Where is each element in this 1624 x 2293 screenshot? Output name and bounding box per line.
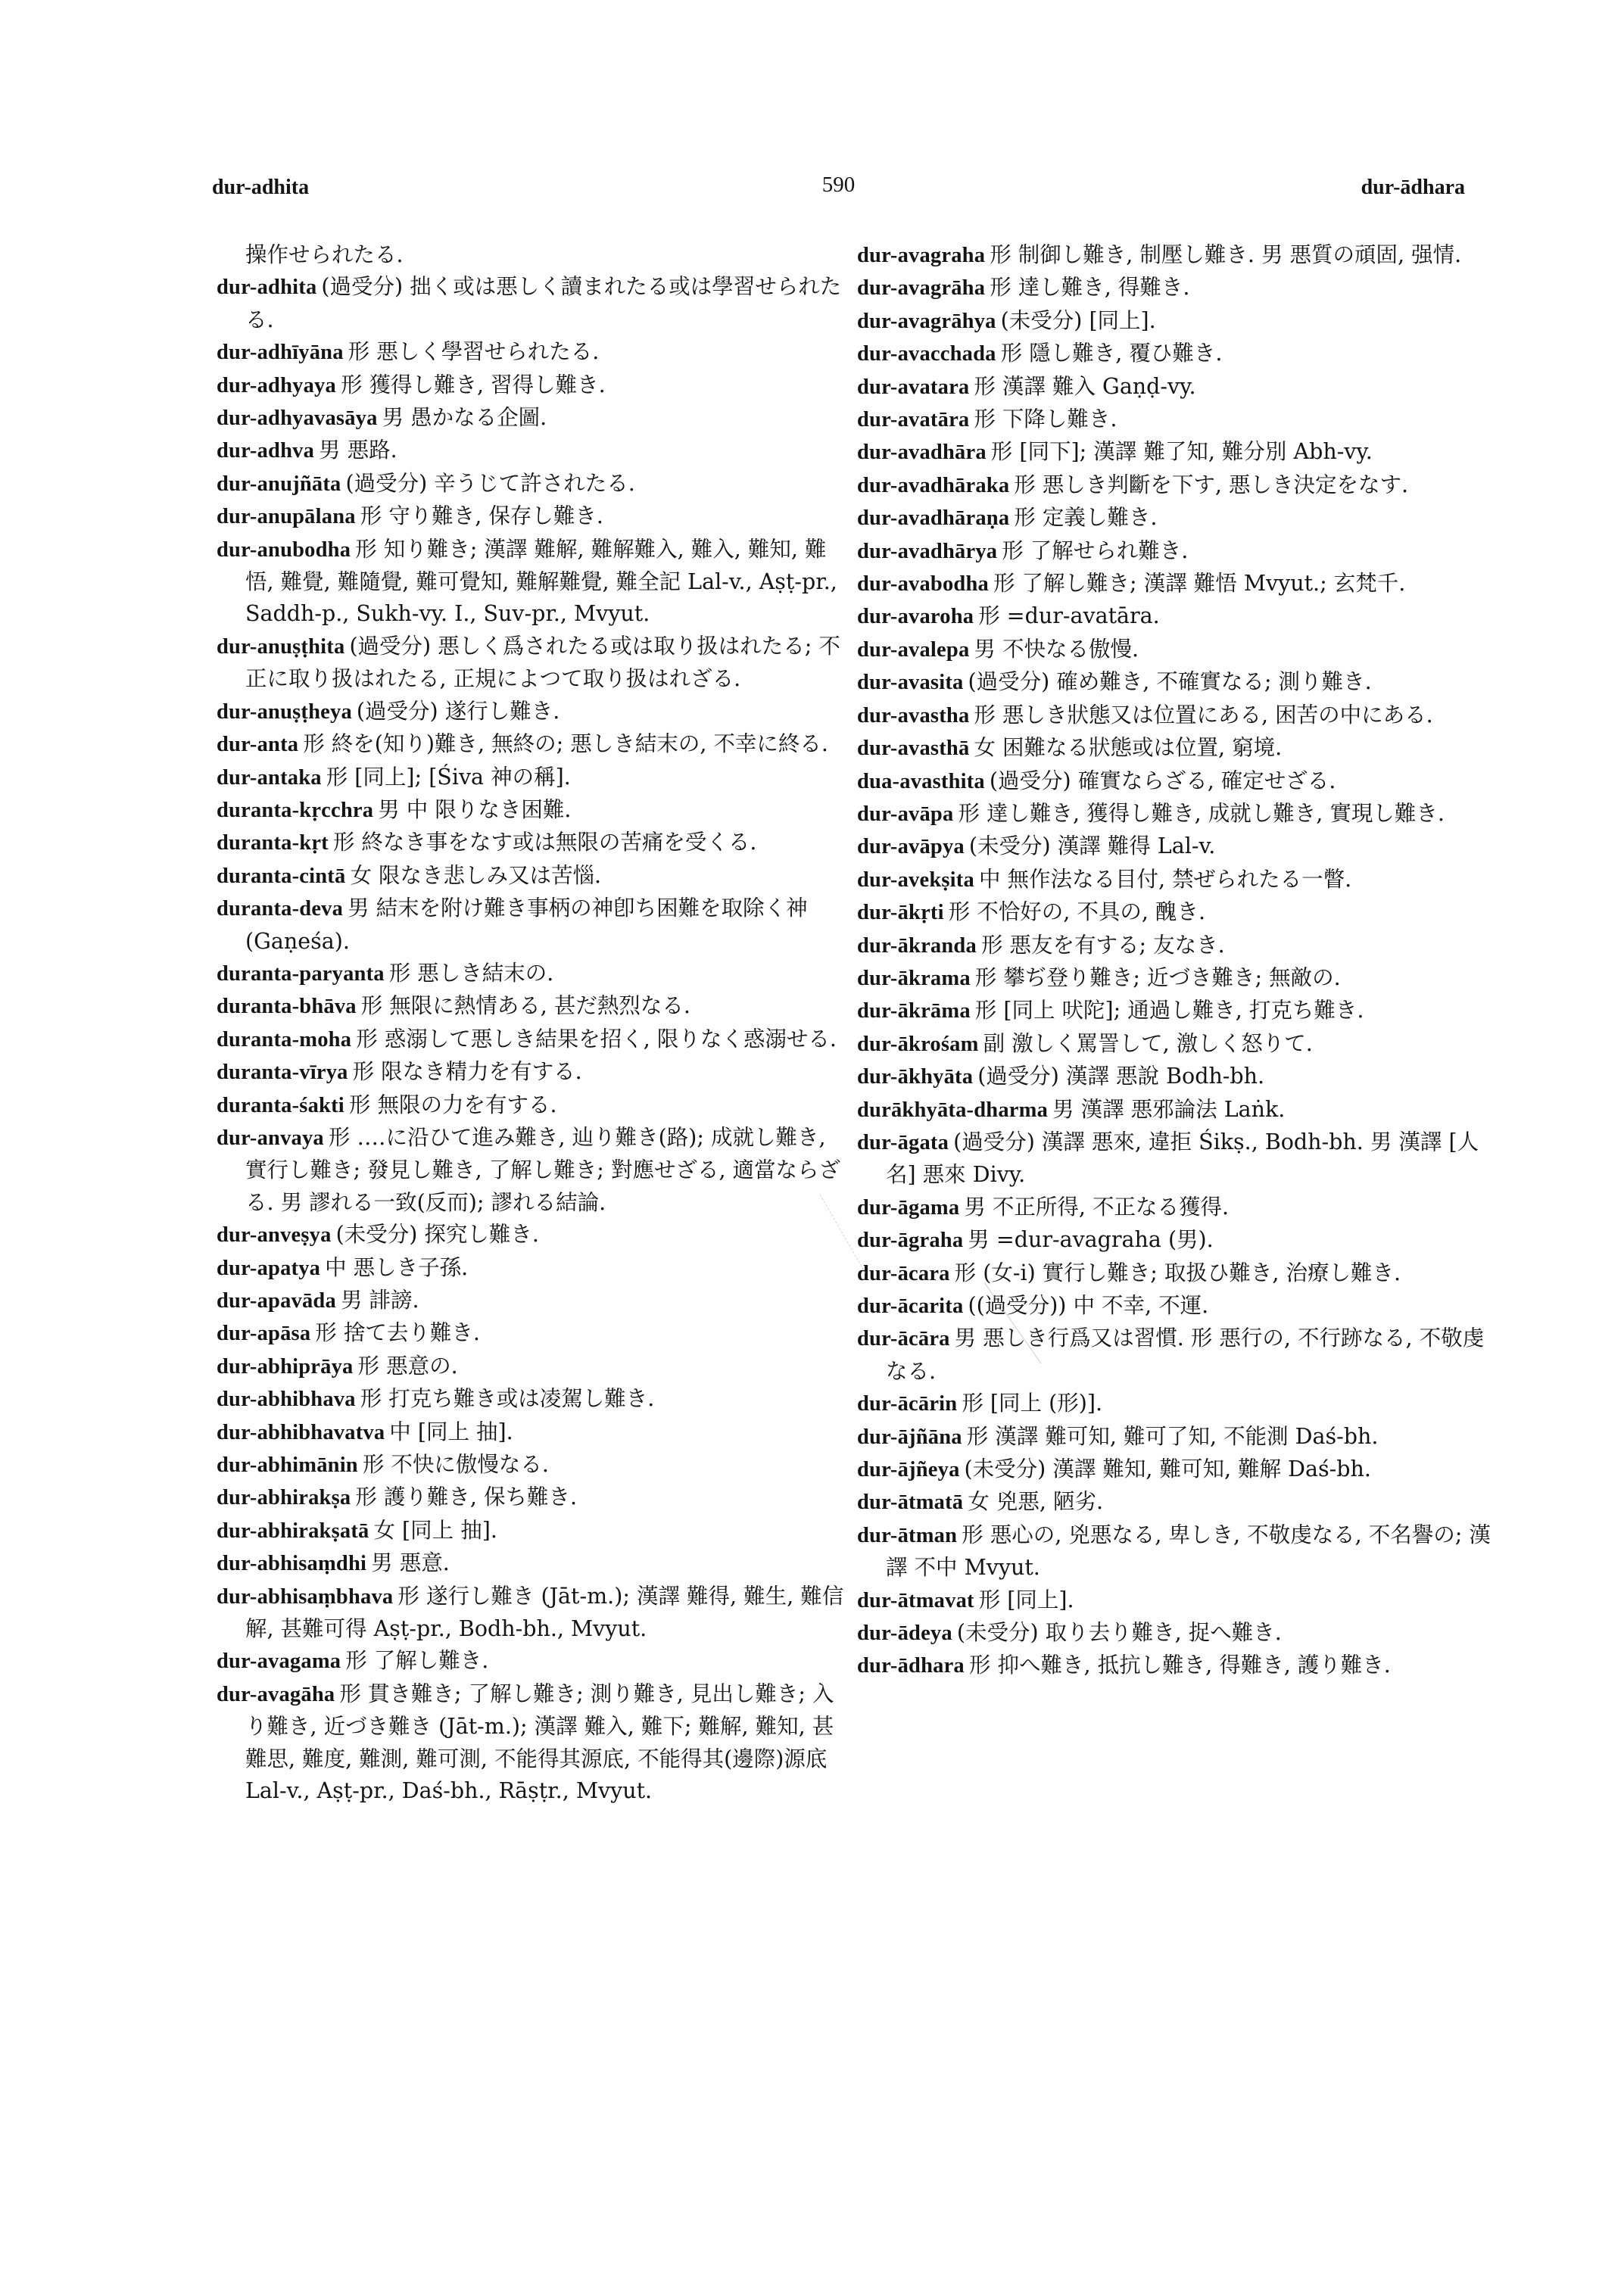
entry-headword: dua-avasthita [857,769,985,793]
dictionary-entry [217,239,845,271]
entry-headword: dur-abhisaṃdhi [217,1552,367,1576]
entry-headword: dur-abhibhava [217,1388,356,1412]
entry-definition: 形 終を(知り)難き, 無終の; 悪しき結末の, 不幸に終る. [303,731,828,757]
entry-definition: 形 悪しき狀態又は位置にある, 困苦の中にある. [974,702,1433,727]
dictionary-entry [857,666,1492,699]
entry-headword: dur-adhita [217,276,317,300]
dictionary-entry [217,1383,845,1416]
entry-headword: dur-ācāra [857,1327,950,1351]
dictionary-entry [857,1094,1492,1126]
entry-definition: 男 悪意. [371,1550,450,1576]
dictionary-entry [217,1219,845,1251]
entry-headword: dur-antaka [217,765,322,790]
entry-definition: 女 兇悪, 陋劣. [968,1489,1104,1515]
entry-definition: 形 無限に熱情ある, 甚だ熱烈なる. [360,993,690,1019]
entry-definition: 男 =dur-avagraha (男). [968,1227,1214,1253]
entry-definition: (過受分) 漢譯 悪說 Bodh-bh. [977,1064,1265,1089]
entry-headword: dur-avadhārya [857,539,998,563]
entry-headword: dur-ājñāna [857,1425,962,1449]
header-right-guideword: dur-ādhara [1361,176,1465,199]
entry-definition: (過受分) 辛うじて許されたる. [345,470,635,496]
entry-definition: 形 悪しき結末の. [388,960,554,986]
dictionary-entry [857,864,1492,896]
entry-headword: duranta-vīrya [217,1061,348,1085]
entry-headword: dur-adhva [217,439,315,463]
dictionary-entry [857,1617,1492,1650]
entry-definition: 形 悪心の, 兇悪なる, 卑しき, 不敬虔なる, 不名譽の; 漢譯 不中 Mvyut. [886,1522,1491,1581]
entry-headword: dur-adhyaya [217,373,336,397]
entry-headword: dur-ākhyāta [857,1065,974,1089]
dictionary-entry [857,1323,1492,1388]
dictionary-entry [857,502,1492,534]
dictionary-entry [857,1650,1492,1682]
entry-headword: duranta-kṛt [217,831,329,855]
entry-headword: dur-āgama [857,1195,960,1220]
dictionary-entry [217,1645,845,1678]
entry-definition: 男 結末を附け難き事柄の神卽ち困難を取除く神 (Gaṇeśa). [245,896,808,954]
dictionary-entry [217,1122,845,1219]
entry-headword: dur-āgata [857,1130,949,1154]
entry-headword: dur-āgraha [857,1229,964,1253]
dictionary-entry [857,634,1492,666]
dictionary-entry [217,468,845,500]
dictionary-entry [857,930,1492,962]
entry-definition: 形 達し難き, 得難き. [990,275,1190,301]
dictionary-entry [217,1252,845,1285]
entry-definition: (過受分) 遂行し難き. [356,698,560,724]
entry-headword: duranta-moha [217,1027,352,1051]
dictionary-entry [217,1416,845,1449]
entry-definition: 形 [同上 (形)]. [962,1391,1103,1416]
entry-headword: duranta-deva [217,897,344,921]
entry-headword: dur-abhirakṣa [217,1486,351,1510]
entry-definition: 形 ‥‥に沿ひて進み難き, 辿り難き(路); 成就し難き, 實行し難き; 發見し難き, 了解し難き; 對應せざる, 適當ならざる. 男 謬れる一致(反而); 謬れる結論. [245,1124,841,1215]
dictionary-entry [857,305,1492,338]
dictionary-entry [857,1421,1492,1453]
entry-headword: dur-abhiprāya [217,1354,354,1379]
entry-definition: 男 悪路. [319,438,397,463]
dictionary-entry [217,435,845,467]
entry-definition: 形 打克ち難き或は凌駕し難き. [360,1386,655,1412]
entry-definition: 男 悪しき行爲又は習慣. 形 悪行の, 不行跡なる, 不敬虔なる. [886,1326,1485,1384]
entry-definition: 形 惑溺して悪しき結果を招く, 限りなく惑溺せる. [356,1026,837,1051]
entry-headword: dur-ācārin [857,1392,958,1416]
dictionary-entry [217,631,845,696]
entry-headword: durākhyāta-dharma [857,1098,1049,1122]
entry-headword: dur-avastha [857,703,970,727]
entry-headword: dur-avasita [857,671,964,695]
entry-definition: 形 悪しく學習せられたる. [348,339,600,365]
entry-definition: 形 無限の力を有する. [348,1092,557,1117]
entry-headword: dur-ācara [857,1261,950,1285]
entry-definition: 形 貫き難き; 了解し難き; 測り難き, 見出し難き; 入り難き, 近づき難き (Jāt-m.); 漢譯 難入, 難下; 難解, 難知, 甚難思, 難度, 難測, 難可測, 不能得其源底, 不能得其(邊際)源底 Lal-v., Aṣṭ-pr., Daś-bh., Rāṣṭr., Mvyut. [245,1681,834,1804]
dictionary-entry [857,600,1492,633]
dictionary-entry [857,1061,1492,1093]
dictionary-entry [857,272,1492,304]
entry-headword: dur-avagāha [217,1682,335,1706]
entry-definition: 形 制御し難き, 制壓し難き. 男 悪質の頑固, 强情. [990,242,1462,267]
dictionary-entry [857,962,1492,995]
dictionary-entry [857,1028,1492,1061]
entry-definition: 操作せられたる. [245,242,404,267]
entry-definition: (未受分) [同上]. [1000,307,1156,333]
entry-definition: 形 攀ぢ登り難き; 近づき難き; 無敵の. [974,964,1341,990]
entry-definition: 男 不正所得, 不正なる獲得. [964,1194,1230,1220]
entry-headword: dur-avagrāha [857,276,986,301]
entry-headword: duranta-bhāva [217,995,357,1019]
entry-definition: (過受分) 確實ならざる, 確定せざる. [989,768,1336,793]
entry-headword: dur-ākrośam [857,1032,979,1056]
dictionary-entry [857,1388,1492,1420]
entry-headword: dur-anveṣya [217,1223,332,1248]
dictionary-entry [217,860,845,893]
entry-headword: dur-avadhāraka [857,473,1010,497]
dictionary-entry [217,1317,845,1350]
entry-definition: 女 限なき悲しみ又は苦惱. [350,862,602,888]
dictionary-entry [857,1453,1492,1486]
entry-definition: 形 捨て去り難き. [315,1320,480,1346]
right-column [857,239,1492,1683]
entry-headword: dur-ākṛti [857,901,944,925]
dictionary-entry [857,1126,1492,1192]
entry-headword: duranta-śakti [217,1093,344,1117]
entry-definition: 女 [同上 抽]. [373,1517,497,1543]
entry-headword: dur-ātman [857,1523,958,1547]
dictionary-entry [217,958,845,990]
entry-headword: dur-abhirakṣatā [217,1519,369,1543]
entry-headword: dur-ākranda [857,933,977,958]
entry-definition: (過受分) 漢譯 悪來, 違拒 Śikṣ., Bodh-bh. 男 漢譯 [人名] 悪來 Divy. [886,1129,1479,1188]
entry-headword: duranta-cintā [217,864,346,888]
dictionary-entry [217,369,845,402]
entry-headword: dur-anuṣṭheya [217,699,352,724]
entry-headword: dur-avacchada [857,342,996,366]
entry-definition: (未受分) 探究し難き. [335,1222,539,1248]
entry-headword: duranta-paryanta [217,961,385,986]
entry-headword: dur-avatara [857,375,970,399]
dictionary-entry [217,794,845,827]
entry-definition: ((過受分)) 中 不幸, 不運. [968,1293,1209,1318]
entry-definition: 中 悪しき子孫. [325,1254,469,1280]
entry-headword: dur-anujñāta [217,472,341,496]
dictionary-entry [857,403,1492,436]
dictionary-entry [857,765,1492,798]
entry-definition: 形 [同上 吠陀]; 通過し難き, 打克ち難き. [974,998,1364,1023]
dictionary-entry [857,732,1492,765]
entry-headword: dur-ācarita [857,1294,964,1318]
dictionary-entry [217,990,845,1023]
entry-definition: 形 悪しき判斷を下す, 悪しき決定をなす. [1014,472,1409,497]
dictionary-entry [857,1192,1492,1224]
entry-headword: dur-anta [217,733,299,757]
entry-definition: 形 抑へ難き, 抵抗し難き, 得難き, 護り難き. [968,1653,1391,1678]
entry-headword: dur-ātmavat [857,1588,974,1612]
dictionary-entry [217,1023,845,1056]
entry-headword: dur-anupālana [217,505,356,529]
dictionary-entry [857,1486,1492,1519]
dictionary-entry [857,896,1492,929]
entry-headword: dur-ājñeya [857,1458,960,1482]
dictionary-entry [857,1257,1492,1290]
dictionary-entry [857,1584,1492,1617]
entry-definition: 形 不恰好の, 不具の, 醜き. [948,899,1206,925]
entry-definition: 男 誹謗. [340,1288,419,1313]
entry-definition: 形 守り難き, 保存し難き. [360,503,603,529]
dictionary-entry [217,728,845,761]
entry-definition: 形 [同上]; [Śiva 神の稱]. [326,764,571,790]
entry-headword: dur-ādhara [857,1654,965,1678]
entry-definition: (過受分) 悪しく爲されたる或は取り扱はれたる; 不正に取り扱はれたる, 正規によつて取り扱はれざる. [245,633,840,692]
entry-definition: 形 獲得し難き, 習得し難き. [340,372,606,397]
dictionary-entry [217,1515,845,1547]
entry-headword: dur-apāsa [217,1322,311,1346]
entry-definition: 形 達し難き, 獲得し難き, 成就し難き, 實現し難き. [958,800,1445,826]
dictionary-entry [217,762,845,794]
entry-definition: 男 愚かなる企圖. [382,405,547,431]
dictionary-entry [217,1285,845,1317]
entry-headword: dur-ākrāma [857,999,971,1023]
entry-definition: 形 定義し難き. [1014,505,1158,531]
entry-headword: dur-avekṣita [857,868,974,892]
entry-definition: (過受分) 確め難き, 不確實なる; 測り難き. [968,669,1372,695]
entry-headword: dur-abhimānin [217,1453,358,1478]
dictionary-entry [857,1290,1492,1323]
entry-headword: dur-anvaya [217,1126,324,1150]
entry-headword: dur-avagrāhya [857,309,996,333]
dictionary-entry [857,436,1492,469]
entry-definition: 男 中 限りなき困難. [378,796,572,822]
dictionary-entry [217,1351,845,1383]
entry-definition: 形 悪友を有する; 友なき. [980,932,1225,958]
entry-headword: duranta-kṛcchra [217,798,374,822]
dictionary-entry [857,798,1492,830]
entry-headword: dur-avāpa [857,802,954,826]
entry-headword: dur-avatāra [857,408,970,432]
entry-definition: 形 [同下]; 漢譯 難了知, 難分別 Abh-vy. [990,439,1373,465]
entry-definition: 形 (女-i) 實行し難き; 取扱ひ難き, 治療し難き. [954,1260,1401,1285]
entry-definition: 形 隱し難き, 覆ひ難き. [1000,341,1223,366]
dictionary-entry [217,696,845,728]
dictionary-entry [217,534,845,631]
entry-definition: 形 了解し難き; 漢譯 難悟 Mvyut.; 玄梵千. [993,571,1406,597]
entry-headword: dur-ādeya [857,1622,952,1646]
entry-headword: dur-avaroha [857,605,974,629]
dictionary-entry [217,827,845,859]
entry-definition: 中 無作法なる目付, 禁ぜられたる一瞥. [978,866,1352,892]
entry-definition: 形 漢譯 難入 Gaṇḍ-vy. [974,373,1196,399]
entry-definition: 形 護り難き, 保ち難き. [355,1485,578,1510]
left-column [217,239,845,1808]
entry-headword: dur-avagraha [857,244,986,267]
dictionary-entry [857,830,1492,863]
dictionary-entry [857,371,1492,403]
dictionary-entry [857,535,1492,568]
entry-headword: dur-anuṣṭhita [217,634,345,659]
dictionary-entry [217,271,845,336]
entry-headword: dur-ātmatā [857,1491,964,1515]
running-head [212,173,1465,203]
entry-headword: dur-apavāda [217,1289,336,1313]
entry-definition: (未受分) 取り去り難き, 捉へ難き. [956,1620,1282,1646]
dictionary-entry [217,1056,845,1089]
entry-headword: dur-avagama [217,1650,341,1674]
entry-headword: dur-abhisaṃbhava [217,1584,394,1609]
dictionary-entry [217,1547,845,1580]
entry-headword: dur-avalepa [857,637,970,662]
entry-definition: 形 [同上]. [978,1587,1074,1612]
entry-definition: 中 [同上 抽]. [389,1419,513,1444]
entry-definition: 形 悪意の. [357,1353,458,1379]
entry-definition: 副 激しく罵詈して, 激しく怒りて. [983,1030,1313,1056]
dictionary-entry [857,1224,1492,1257]
dictionary-entry [217,1089,845,1122]
entry-definition: 形 下降し難き. [974,407,1117,432]
entry-definition: 形 遂行し難き (Jāt-m.); 漢譯 難得, 難生, 難信解, 甚難可得 Aṣṭ-pr., Bodh-bh., Mvyut. [245,1583,844,1642]
dictionary-entry [857,1519,1492,1584]
dictionary-entry [217,1481,845,1514]
entry-headword: dur-avabodha [857,572,989,597]
entry-headword: dur-adhyavasāya [217,407,378,431]
entry-headword: dur-anubodha [217,537,351,562]
entry-headword: dur-avasthā [857,737,970,761]
entry-definition: (未受分) 漢譯 難得 Lal-v. [968,833,1216,859]
entry-definition: 形 了解し難き. [345,1648,489,1674]
dictionary-entry [857,995,1492,1027]
entry-definition: 形 終なき事をなす或は無限の苦痛を受くる. [332,830,757,855]
dictionary-entry [857,239,1492,272]
entry-definition: 形 了解せられ難き. [1002,537,1189,563]
dictionary-entry [217,336,845,369]
entry-headword: dur-apatya [217,1256,321,1280]
header-left-guideword: dur-adhita [212,176,310,199]
dictionary-entry [857,568,1492,600]
entry-definition: (未受分) 漢譯 難知, 難可知, 難解 Daś-bh. [964,1456,1371,1482]
entry-definition: 女 困難なる狀態或は位置, 窮境. [974,735,1283,761]
dictionary-entry [217,893,845,958]
entry-definition: 形 限なき精力を有する. [352,1059,582,1085]
entry-headword: dur-avadhāraṇa [857,506,1010,531]
entry-definition: 形 不快に傲慢なる. [362,1452,549,1478]
dictionary-entry [217,1678,845,1808]
dictionary-entry [857,469,1492,502]
entry-definition: 男 漢譯 悪邪論法 Laṅk. [1052,1096,1286,1122]
dictionary-entry [857,338,1492,370]
entry-headword: dur-adhīyāna [217,341,344,365]
dictionary-entry [217,1581,845,1646]
entry-definition: 形 知り難き; 漢譯 難解, 難解難入, 難入, 難知, 難悟, 難覺, 難隨覺, 難可覺知, 難解難覺, 難全記 Lal-v., Aṣṭ-pr., Saddh-p., Sukh-vy. I., Suv-pr., Mvyut. [245,536,837,627]
entry-headword: dur-ākrama [857,966,971,990]
entry-definition: 形 =dur-avatāra. [978,603,1160,629]
entry-definition: 形 漢譯 難可知, 難可了知, 不能測 Daś-bh. [966,1423,1379,1449]
entry-headword: dur-avadhāra [857,441,987,465]
entry-headword: dur-abhibhavatva [217,1420,385,1444]
dictionary-entry [217,402,845,435]
entry-definition: 男 不快なる傲慢. [974,636,1139,662]
dictionary-entry [857,699,1492,732]
dictionary-entry [217,1449,845,1481]
dictionary-entry [217,500,845,533]
entry-definition: (過受分) 拙く或は悪しく讀まれたる或は學習せられたる. [245,274,842,332]
page-number: 590 [821,173,856,197]
entry-headword: dur-avāpya [857,835,965,859]
